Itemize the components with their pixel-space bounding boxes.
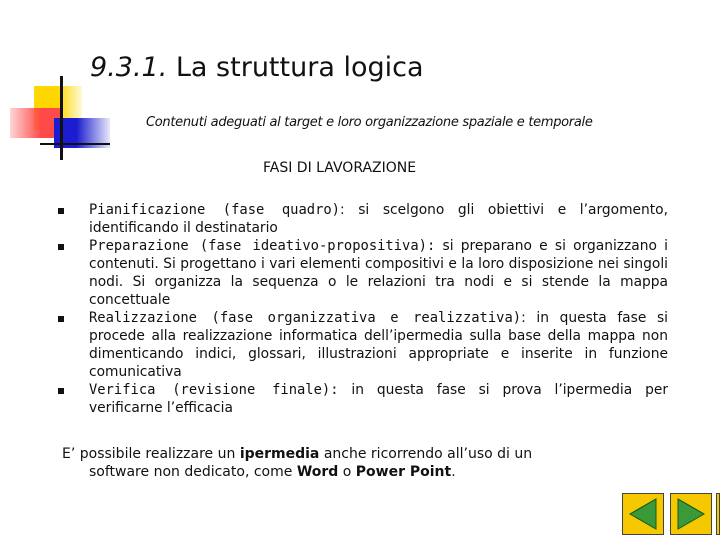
previous-slide-button[interactable]: [622, 493, 664, 535]
list-item: [56, 201, 668, 237]
more-navigation-button[interactable]: [716, 493, 720, 535]
note-text: E’ possibile realizzare un: [62, 446, 240, 462]
decor-horizontal-line: [40, 143, 110, 145]
next-slide-button[interactable]: [670, 493, 712, 535]
back-arrow-icon: [626, 497, 660, 531]
note-line-2: [62, 463, 622, 481]
note-highlight: Power Point: [355, 464, 452, 480]
phase-sep: :: [521, 310, 526, 326]
list-item: [56, 237, 668, 309]
list-item: [56, 381, 668, 417]
closing-note: [62, 445, 622, 481]
bullet-square-icon: [58, 244, 64, 250]
phase-description: si scelgono gli obiettivi e l’argomento, identificando il destinatario: [89, 202, 668, 236]
bullet-square-icon: [58, 388, 64, 394]
phase-term: Verifica (revisione finale):: [89, 382, 339, 398]
note-highlight: ipermedia: [239, 446, 320, 462]
phase-description: si preparano e si organizzano i contenuti. Si progettano i vari elementi compositivi e la loro disposizione nei singoli nodi. Si organizza la sequenza o le relazioni tra nodi e si stende la mappa concettuale: [89, 238, 668, 308]
phase-sep: :: [340, 202, 345, 218]
decor-vertical-line: [60, 76, 63, 160]
phase-term: Realizzazione (fase organizzativa e realizzativa): [89, 310, 522, 326]
phase-description: in questa fase si prova l’ipermedia per verificarne l’efficacia: [89, 382, 668, 416]
bullet-square-icon: [58, 316, 64, 322]
note-text: anche ricorrendo all’uso di un: [319, 446, 533, 462]
note-text: o: [338, 464, 356, 480]
slide-title: [90, 52, 424, 83]
forward-arrow-icon: [674, 497, 708, 531]
slide-subtitle: Contenuti adeguati al target e loro organizzazione spaziale e temporale: [146, 115, 593, 130]
phase-term: Pianificazione (fase quadro): [89, 202, 340, 218]
bullet-square-icon: [58, 208, 64, 214]
list-item: [56, 309, 668, 381]
title-text: La struttura logica: [175, 52, 424, 83]
phase-list: [56, 201, 668, 417]
note-text: software non dedicato, come: [89, 464, 297, 480]
phase-term: Preparazione (fase ideativo-propositiva):: [89, 238, 436, 254]
phase-heading: FASI DI LAVORAZIONE: [263, 160, 417, 176]
title-number: 9.3.1.: [90, 52, 168, 83]
phase-description: in questa fase si procede alla realizzazione informatica dell’ipermedia sulla base della mappa non dimenticando indici, glossari, illustrazioni appropriate e inserite in funzione comunicativa: [89, 310, 668, 380]
note-text: .: [451, 464, 456, 480]
note-highlight: Word: [296, 464, 339, 480]
